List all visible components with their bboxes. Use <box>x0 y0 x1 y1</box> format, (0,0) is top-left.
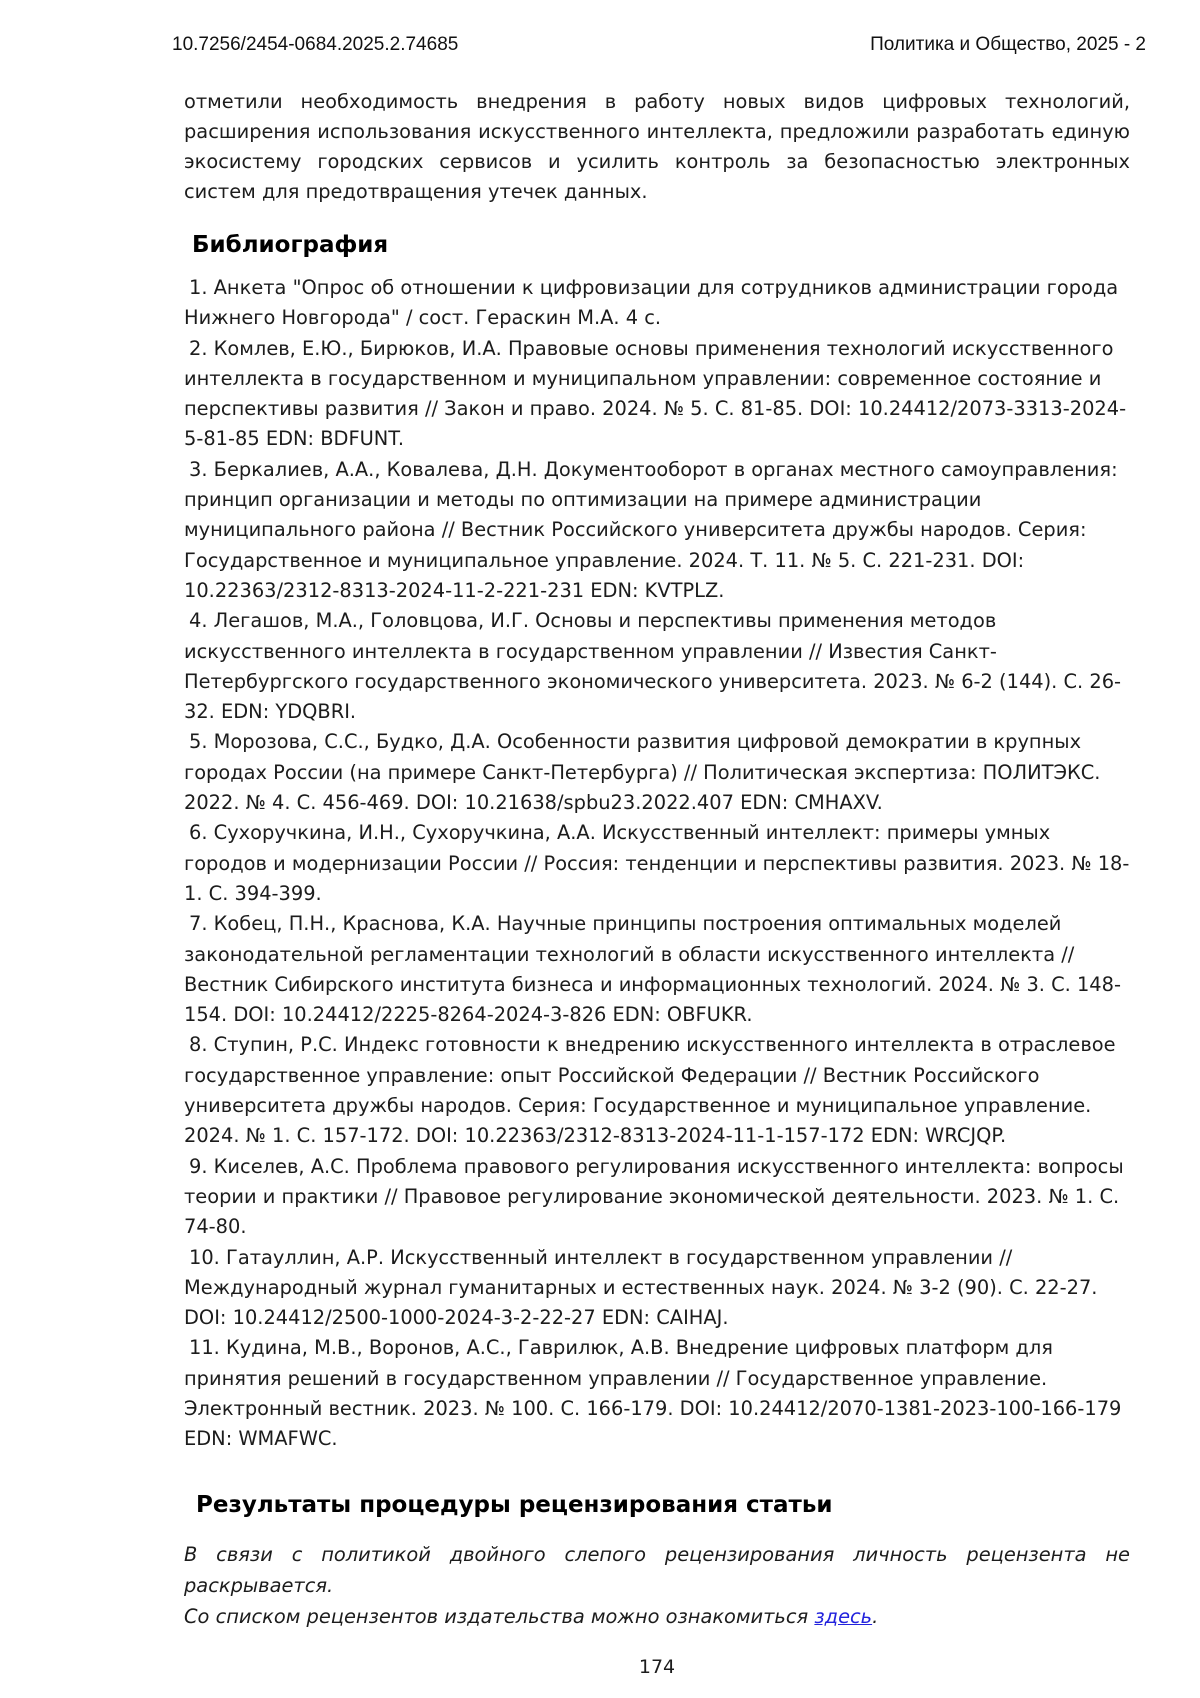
bibliography-item-8: 8. Ступин, Р.С. Индекс готовности к внедрению искусственного интеллекта в отраслевое государственное управление: опыт Российской Федерации // Вестник Российского университета дружбы народов. Серия: Государственное и муниципальное управление. 2024. № 1. С. 157-172. DOI: 10.22363/2312-8313-2024-11-1-157-172 EDN: WRCJQP. <box>184 1033 1116 1148</box>
review-policy-text: В связи с политикой двойного слепого рецензирования личность рецензента не раскрывается. <box>184 1542 1130 1597</box>
bibliography-item-1: 1. Анкета "Опрос об отношении к цифровизации для сотрудников администрации города Нижнего Новгорода" / сост. Гераскин М.А. 4 с. <box>184 276 1119 330</box>
bibliography-item-9: 9. Киселев, А.С. Проблема правового регулирования искусственного интеллекта: вопросы теории и практики // Правовое регулирование экономической деятельности. 2023. № 1. С. 74-80. <box>184 1154 1124 1239</box>
bibliography-item-11: 11. Кудина, М.В., Воронов, А.С., Гаврилюк, А.В. Внедрение цифровых платформ для принятия решений в государственном управлении // Государственное управление. Электронный вестник. 2023. № 100. С. 166-179. DOI: 10.24412/2070-1381-2023-100-166-179 EDN: WMAFWC. <box>184 1336 1122 1451</box>
review-reviewers-text-suffix: . <box>872 1604 879 1628</box>
bibliography-item-3: 3. Беркалиев, А.А., Ковалева, Д.Н. Документооборот в органах местного самоуправления: принцип организации и методы по оптимизации на примере администрации муниципального района // Вестник Российского университета дружбы народов. Серия: Государственное и муниципальное управление. 2024. Т. 11. № 5. С. 221-231. DOI: 10.22363/2312-8313-2024-11-2-221-231 EDN: KVTPLZ. <box>184 457 1118 602</box>
bibliography-item-6: 6. Сухоручкина, И.Н., Сухоручкина, А.А. Искусственный интеллект: примеры умных городов и модернизации России // Россия: тенденции и перспективы развития. 2023. № 18-1. С. 394-399. <box>184 821 1130 905</box>
lead-paragraph: отметили необходимость внедрения в работу новых видов цифровых технологий, расширения использования искусственного интеллекта, предложили разработать единую экосистему городских сервисов и усилить контроль за безопасностью электронных систем для предотвращения утечек данных. <box>184 90 1130 203</box>
page-content <box>0 87 1200 1678</box>
review-reviewers-text: Со списком рецензентов издательства можно ознакомиться <box>184 1604 815 1628</box>
header-journal-title: Политика и Общество, 2025 - 2 <box>870 34 1146 55</box>
header-doi: 10.7256/2454-0684.2025.2.74685 <box>172 34 459 55</box>
bibliography-item-7: 7. Кобец, П.Н., Краснова, К.А. Научные принципы построения оптимальных моделей законодательной регламентации технологий в области искусственного интеллекта // Вестник Сибирского института бизнеса и информационных технологий. 2024. № 3. С. 148-154. DOI: 10.24412/2225-8264-2024-3-826 EDN: OBFUKR. <box>184 912 1121 1027</box>
page-number: 174 <box>638 1655 676 1678</box>
bibliography-item-4: 4. Легашов, М.А., Головцова, И.Г. Основы и перспективы применения методов искусственного интеллекта в государственном управлении // Известия Санкт-Петербургского государственного экономического университета. 2023. № 6-2 (144). С. 26-32. EDN: YDQBRI. <box>184 609 1122 724</box>
reviewers-list-link[interactable]: здесь <box>814 1604 873 1628</box>
bibliography-list <box>184 273 1130 1455</box>
review-section <box>184 1539 1130 1632</box>
page-header <box>0 0 1200 56</box>
bibliography-heading: Библиография <box>192 232 389 258</box>
review-reviewers-line <box>184 1601 1130 1632</box>
bibliography-item-10: 10. Гатауллин, А.Р. Искусственный интеллект в государственном управлении // Международный журнал гуманитарных и естественных наук. 2024. № 3-2 (90). С. 22-27. DOI: 10.24412/2500-1000-2024-3-2-22-27 EDN: CAIHAJ. <box>184 1245 1098 1330</box>
bibliography-item-5: 5. Морозова, С.С., Будко, Д.А. Особенности развития цифровой демократии в крупных городах России (на примере Санкт-Петербурга) // Политическая экспертиза: ПОЛИТЭКС. 2022. № 4. С. 456-469. DOI: 10.21638/spbu23.2022.407 EDN: CMHAXV. <box>184 730 1101 815</box>
bibliography-item-2: 2. Комлев, Е.Ю., Бирюков, И.А. Правовые основы применения технологий искусственного интеллекта в государственном и муниципальном управлении: современное состояние и перспективы развития // Закон и право. 2024. № 5. С. 81-85. DOI: 10.24412/2073-3313-2024-5-81-85 EDN: BDFUNT. <box>184 336 1127 451</box>
review-results-heading: Результаты процедуры рецензирования статьи <box>196 1491 833 1518</box>
